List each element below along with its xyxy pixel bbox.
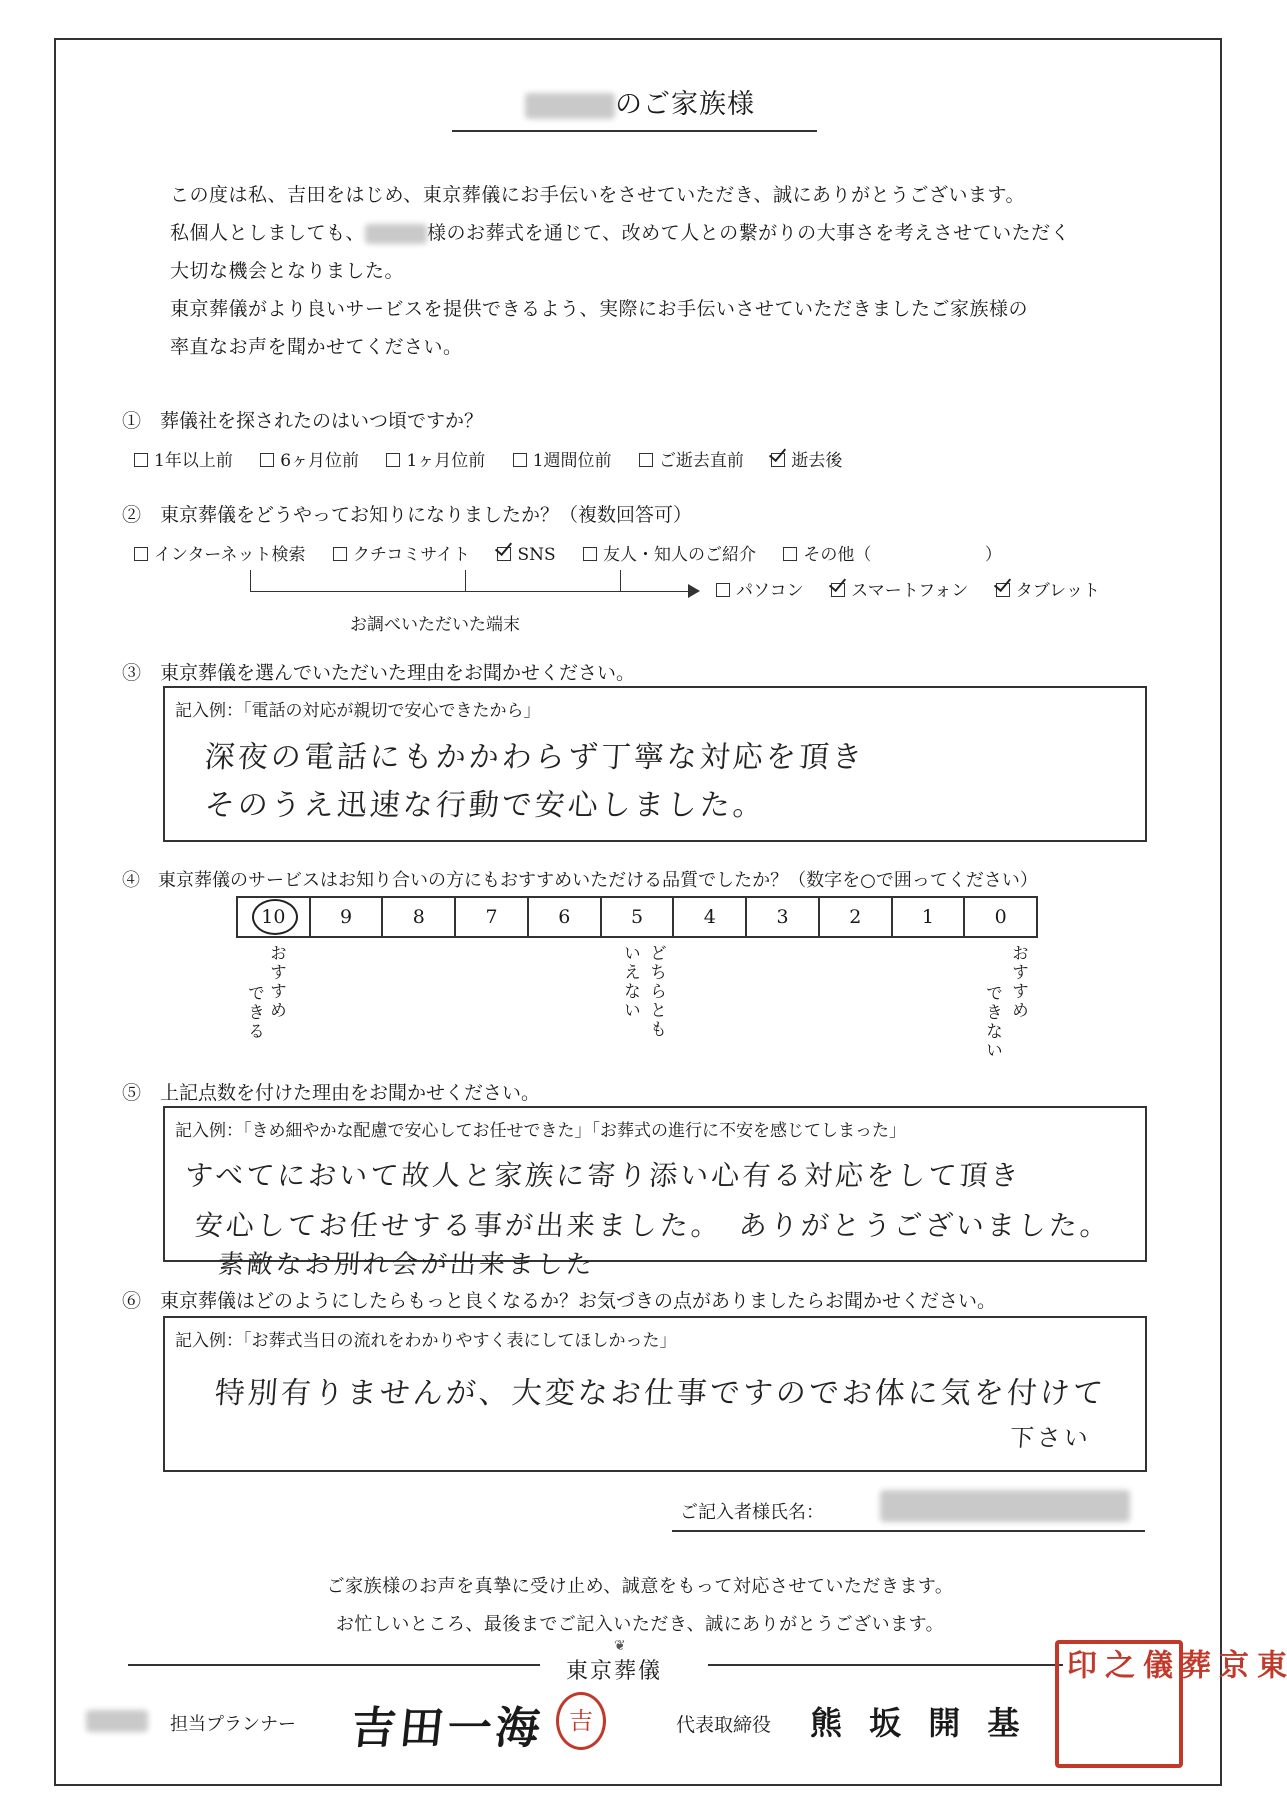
question-6-label: ⑥ 東京葬儀はどのようにしたらもっと良くなるか？お気づきの点がありましたらお聞かせください。: [122, 1290, 997, 1312]
checkbox-checked[interactable]: [831, 583, 845, 597]
scale-cell[interactable]: 1: [893, 898, 966, 936]
tree-line: [250, 570, 251, 592]
q3-example: 記入例：「電話の対応が親切で安心できたから」: [175, 701, 541, 721]
scale-right-bottom: できない: [982, 984, 1002, 1060]
q5-handwritten-line-1: すべてにおいて故人と家族に寄り添い心有る対応をして頂き: [183, 1159, 1023, 1192]
question-4-label: ④ 東京葬儀のサービスはお知り合いの方にもおすすめいただける品質でしたか？（数字を○で囲ってください）: [122, 870, 1038, 891]
ornament-icon: ❦: [614, 1638, 626, 1654]
redacted-deceased-name: [365, 224, 427, 244]
device-tablet[interactable]: タブレット: [996, 581, 1100, 601]
scale-left-top: おすすめ: [266, 944, 286, 1020]
intro-text: この度は私、吉田をはじめ、東京葬儀にお手伝いをさせていただき、誠にありがとうございます。 私個人としましても、 様のお葬式を通じて、改めて人との繋がりの大事さを考えさせていただく 大切な機会となりました。 東京葬儀がより良いサービスを提供できるよう、実際にお手伝いさせていただきましたご家族様の 率直なお声を聞かせてください。: [170, 184, 1071, 358]
q5-handwritten-line-2: 安心してお任せする事が出来ました。 ありがとうございました。: [193, 1209, 1113, 1242]
q1-option-3[interactable]: 1ヶ月位前: [386, 451, 485, 471]
q6-handwritten-line-2: 下さい: [1008, 1424, 1092, 1452]
scale-cell[interactable]: 9: [311, 898, 384, 936]
device-pc[interactable]: パソコン: [716, 581, 804, 601]
question-3-label: ③ 東京葬儀を選んでいただいた理由をお聞かせください。: [122, 662, 636, 684]
q2-option-review-site[interactable]: クチコミサイト: [333, 545, 470, 565]
closing-text: ご家族様のお声を真摯に受け止め、誠意をもって対応させていただきます。 お忙しいところ、最後までご記入いただき、誠にありがとうございます。: [326, 1576, 954, 1635]
scale-left-bottom: できる: [244, 984, 264, 1041]
scale-cell[interactable]: 5: [602, 898, 675, 936]
checkbox-checked[interactable]: [996, 583, 1010, 597]
scale-cell[interactable]: 7: [456, 898, 529, 936]
scale-cell[interactable]: 0: [994, 906, 1007, 928]
scale-cell[interactable]: 10: [238, 898, 311, 936]
planner-seal: 吉: [556, 1692, 606, 1750]
tree-line: [620, 570, 621, 592]
page-title: のご家族様: [0, 82, 1280, 121]
checkbox[interactable]: [513, 453, 527, 467]
planner-label: 担当プランナー: [170, 1714, 296, 1735]
redacted-signature: [880, 1490, 1130, 1522]
planner-name: 吉田一海: [348, 1703, 547, 1754]
redacted-family-name: [525, 93, 615, 119]
q6-handwritten-line-1: 特別有りませんが、大変なお仕事ですのでお体に気を付けて: [213, 1376, 1107, 1411]
scale-mid-top: どちらとも: [646, 944, 666, 1039]
q2-option-referral[interactable]: 友人・知人のご紹介: [583, 545, 756, 565]
footer-rule-left: [128, 1664, 540, 1666]
q1-option-4[interactable]: 1週間位前: [513, 451, 612, 471]
title-underline: [452, 130, 817, 132]
signature-line[interactable]: [672, 1530, 1145, 1532]
q1-option-2[interactable]: 6ヶ月位前: [260, 451, 359, 471]
q6-answer-box[interactable]: [163, 1316, 1147, 1472]
q3-answer-box[interactable]: [163, 686, 1147, 842]
q2-option-sns[interactable]: SNS: [497, 545, 555, 565]
checkbox[interactable]: [583, 547, 597, 561]
question-1-label: ① 葬儀社を探されたのはいつ頃ですか？: [122, 410, 484, 432]
q2-option-other[interactable]: その他（: [783, 545, 871, 565]
q5-handwritten-line-3: 素敵なお別れ会が出来ました: [216, 1250, 596, 1280]
footer-company: 東京葬儀: [566, 1659, 663, 1684]
q3-handwritten-line-1: 深夜の電話にもかかわらず丁寧な対応を頂き: [203, 740, 866, 775]
scale-cell[interactable]: 8: [383, 898, 456, 936]
ceo-name: 熊 坂 開 基: [810, 1704, 1028, 1742]
checkbox[interactable]: [134, 547, 148, 561]
checkbox-checked[interactable]: [771, 453, 785, 467]
checkbox[interactable]: [716, 583, 730, 597]
selected-circle: [252, 899, 298, 935]
checkbox[interactable]: [783, 547, 797, 561]
q5-example: 記入例：「きめ細やかな配慮で安心してお任せできた」「お葬式の進行に不安を感じてしまった」: [175, 1121, 906, 1141]
q1-option-5[interactable]: ご逝去直前: [639, 451, 744, 471]
tree-line: [465, 570, 466, 592]
arrow-right-icon: [688, 584, 700, 598]
question-2-label: ② 東京葬儀をどうやってお知りになりましたか？（複数回答可）: [122, 504, 693, 526]
checkbox[interactable]: [639, 453, 653, 467]
q2-options: インターネット検索 クチコミサイト SNS 友人・知人のご紹介 その他（ ）: [134, 540, 1002, 565]
device-caption: お調べいただいた端末: [350, 615, 520, 635]
checkbox[interactable]: [134, 453, 148, 467]
q1-option-1[interactable]: 1年以上前: [134, 451, 233, 471]
scale-mid-bottom: いえない: [620, 944, 640, 1020]
ceo-label: 代表取締役: [676, 1714, 772, 1736]
recommend-scale: [236, 896, 1038, 938]
checkbox[interactable]: [333, 547, 347, 561]
q2-option-internet[interactable]: インターネット検索: [134, 545, 305, 565]
redacted-branch: [86, 1710, 148, 1732]
question-5-label: ⑤ 上記点数を付けた理由をお聞かせください。: [122, 1082, 541, 1104]
checkbox[interactable]: [260, 453, 274, 467]
q5-answer-box[interactable]: [163, 1106, 1147, 1262]
q3-handwritten-line-2: そのうえ迅速な行動で安心しました。: [203, 788, 767, 823]
checkbox[interactable]: [386, 453, 400, 467]
signature-label: ご記入者様氏名：: [680, 1502, 824, 1523]
q1-option-6[interactable]: 逝去後: [771, 451, 842, 471]
scale-cell[interactable]: 2: [820, 898, 893, 936]
footer-rule-right: [708, 1664, 1063, 1666]
q6-example: 記入例：「お葬式当日の流れをわかりやすく表にしてほしかった」: [175, 1331, 677, 1351]
device-smartphone[interactable]: スマートフォン: [831, 581, 968, 601]
scale-cell[interactable]: 3: [747, 898, 820, 936]
scale-cell[interactable]: 6: [529, 898, 602, 936]
q2-devices: [716, 576, 1100, 601]
q1-options: [134, 446, 842, 471]
company-seal: 東京葬儀之印: [1055, 1640, 1183, 1768]
checkbox-checked[interactable]: [497, 547, 511, 561]
scale-cell[interactable]: 4: [674, 898, 747, 936]
scale-right-top: おすすめ: [1008, 944, 1028, 1020]
tree-line: [250, 591, 690, 592]
